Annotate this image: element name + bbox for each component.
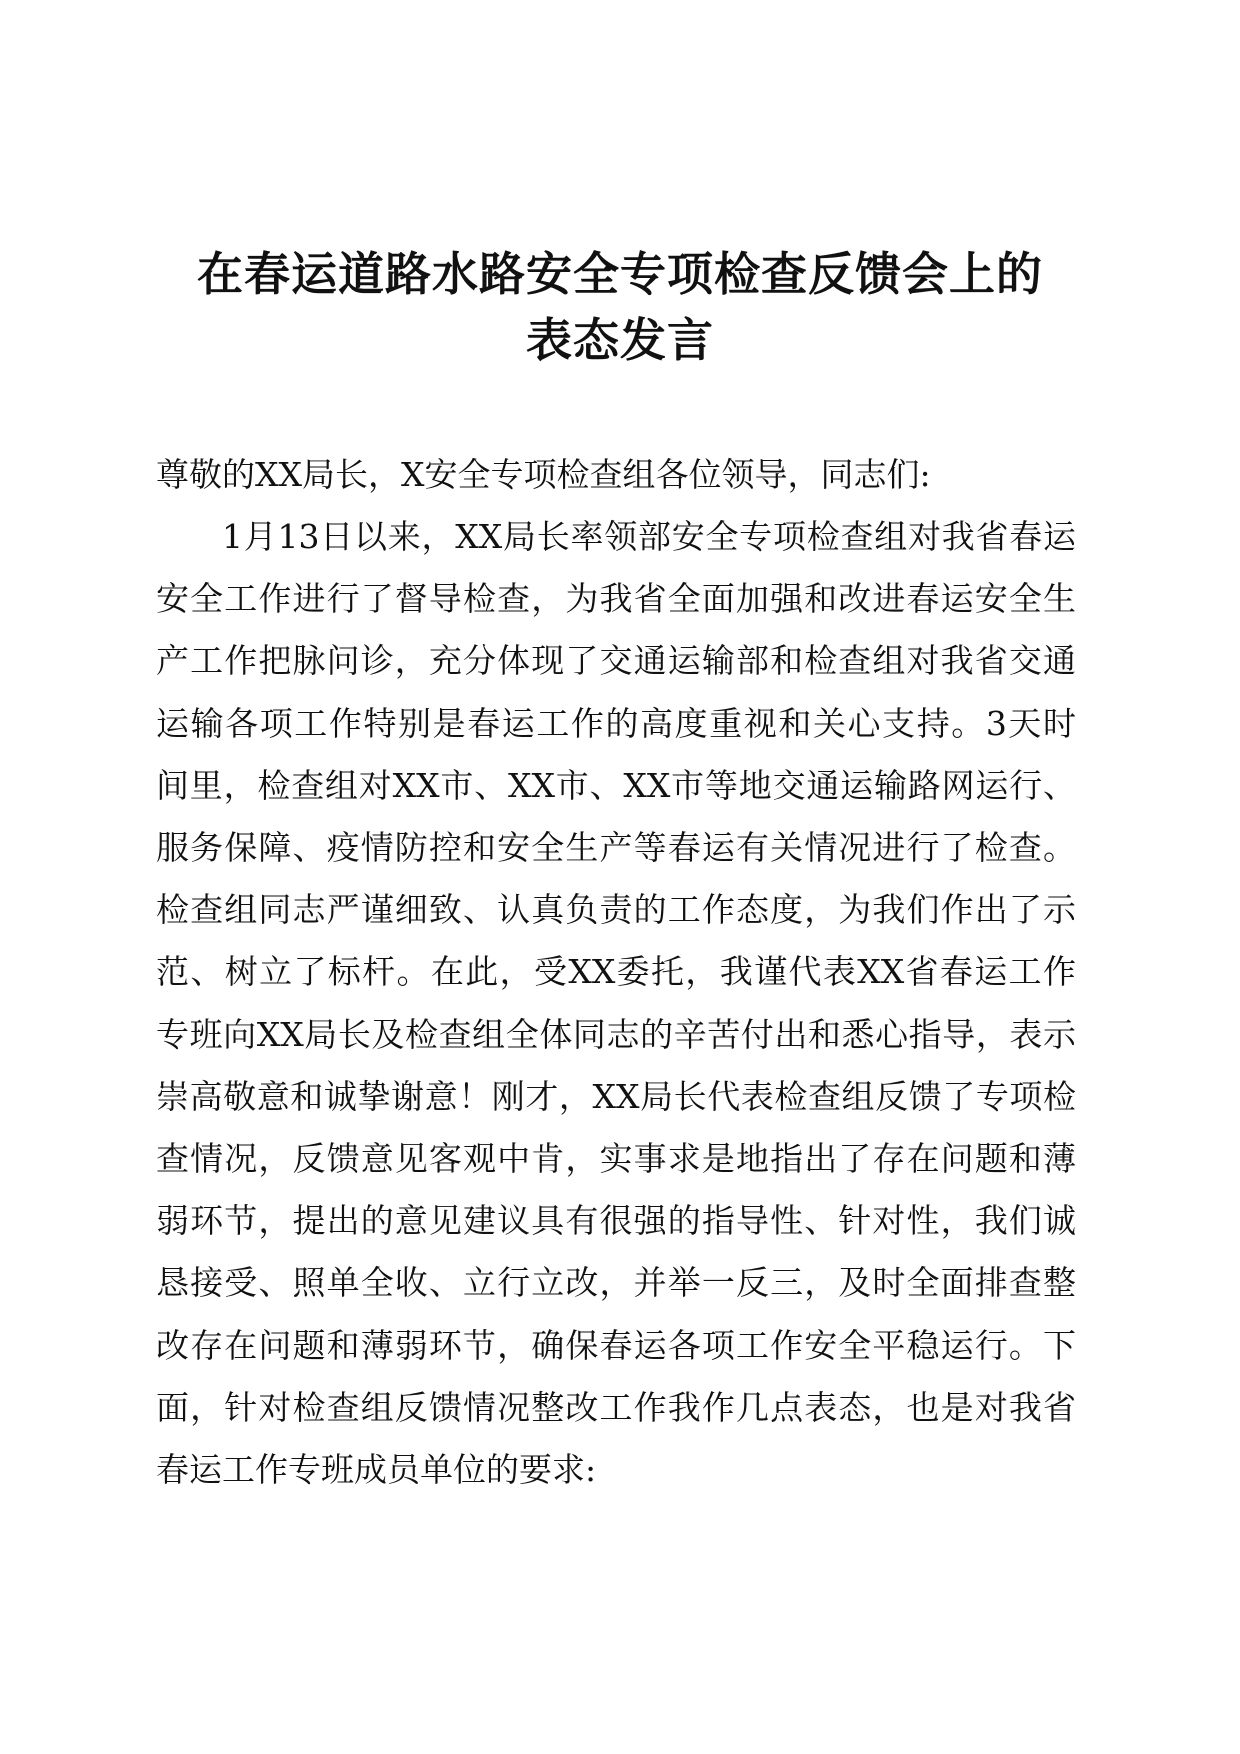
document-title-line-2: 表态发言 xyxy=(526,313,714,367)
body-paragraph xyxy=(156,506,1076,1501)
body-line: 间里，检查组对XX市、XX市、XX市等地交通运输路网运行、 xyxy=(156,765,1076,805)
document-title-line-1: 在春运道路水路安全专项检查反馈会上的 xyxy=(197,247,1043,301)
body-line: 产工作把脉问诊，充分体现了交通运输部和检查组对我省交通 xyxy=(156,641,1076,681)
body-line: 服务保障、疫情防控和安全生产等春运有关情况进行了检查。 xyxy=(156,828,1076,868)
body-line: 弱环节，提出的意见建议具有很强的指导性、针对性，我们诚 xyxy=(156,1201,1076,1241)
body-line: 运输各项工作特别是春运工作的高度重视和关心支持。3天时 xyxy=(156,703,1076,743)
salutation: 尊敬的XX局长，X安全专项检查组各位领导，同志们: xyxy=(156,455,931,494)
body-line: 专班向XX局长及检查组全体同志的辛苦付出和悉心指导，表示 xyxy=(156,1014,1076,1054)
body-line: 面，针对检查组反馈情况整改工作我作几点表态，也是对我省 xyxy=(156,1387,1076,1427)
body-line: 崇高敬意和诚挚谢意！刚才，XX局长代表检查组反馈了专项检 xyxy=(156,1076,1076,1116)
body-line: 1月13日以来，XX局长率领部安全专项检查组对我省春运 xyxy=(222,517,1076,556)
body-line: 检查组同志严谨细致、认真负责的工作态度，为我们作出了示 xyxy=(156,890,1076,930)
body-line: 范、树立了标杆。在此，受XX委托，我谨代表XX省春运工作 xyxy=(156,952,1076,992)
body-line: 查情况，反馈意见客观中肯，实事求是地指出了存在问题和薄 xyxy=(156,1139,1076,1179)
body-line: 安全工作进行了督导检查，为我省全面加强和改进春运安全生 xyxy=(156,579,1076,619)
body-line: 改存在问题和薄弱环节，确保春运各项工作安全平稳运行。下 xyxy=(156,1325,1076,1365)
body-line: 春运工作专班成员单位的要求: xyxy=(156,1450,597,1490)
body-line: 恳接受、照单全收、立行立改，并举一反三，及时全面排查整 xyxy=(156,1263,1076,1303)
